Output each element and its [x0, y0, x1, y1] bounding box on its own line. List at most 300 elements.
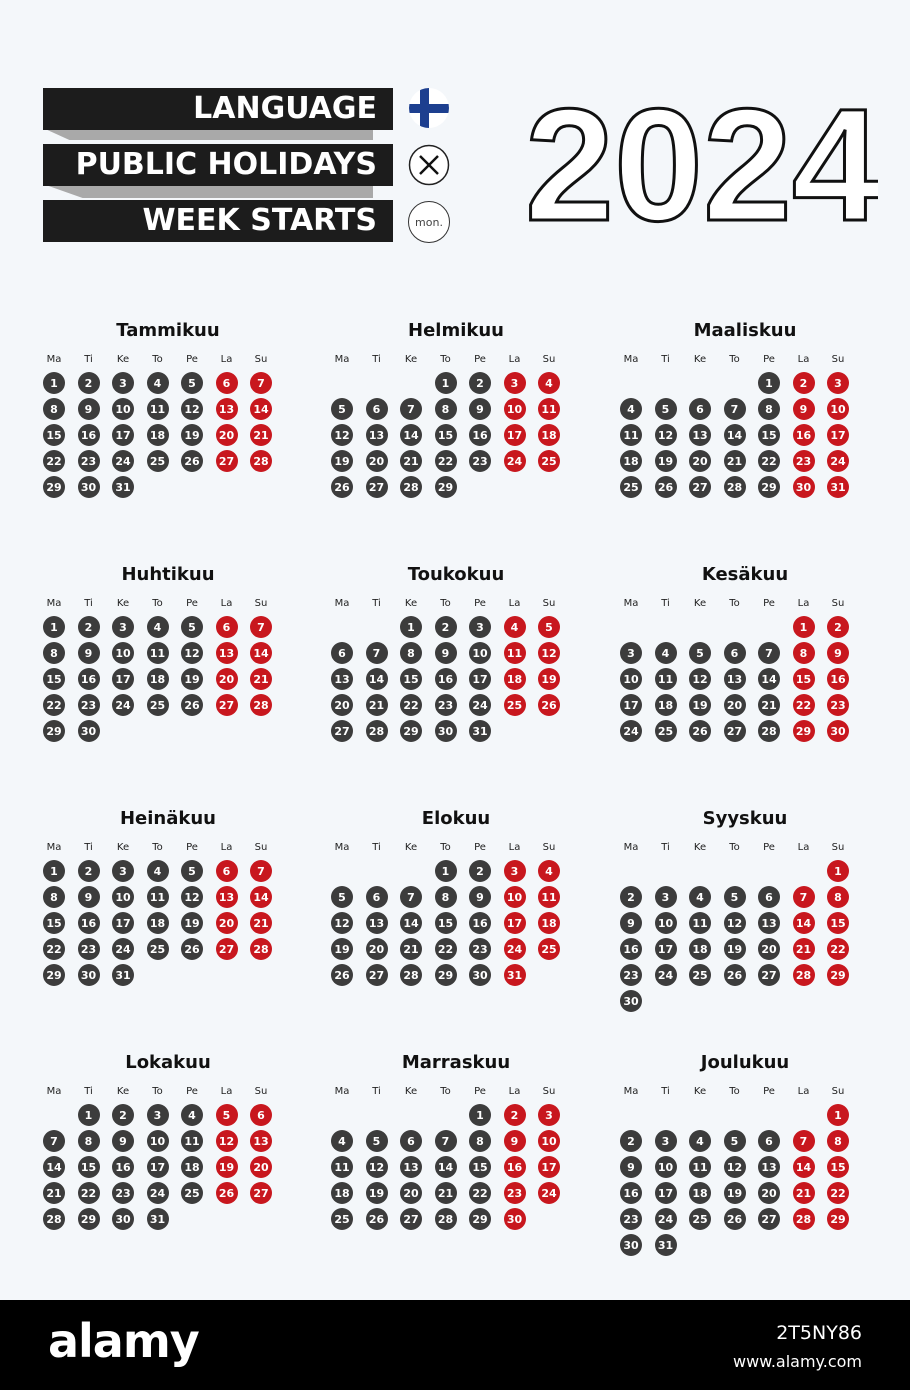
day-cell: 26 [724, 964, 746, 986]
day-cell: 10 [112, 398, 134, 420]
day-cell: 8 [435, 398, 457, 420]
weekday-label: Pe [763, 598, 775, 609]
day-cell: 25 [655, 720, 677, 742]
month-title: Joulukuu [700, 1052, 790, 1073]
day-cell: 12 [331, 424, 353, 446]
day-cell: 25 [689, 1208, 711, 1230]
day-cell: 26 [538, 694, 560, 716]
day-cell: 22 [827, 1182, 849, 1204]
day-cell: 18 [538, 424, 560, 446]
day-cell: 3 [147, 1104, 169, 1126]
weekday-label: La [220, 842, 233, 853]
day-cell: 20 [758, 938, 780, 960]
day-cell: 23 [793, 450, 815, 472]
day-cell: 16 [620, 938, 642, 960]
watermark-footer [0, 1300, 910, 1390]
day-cell: 14 [435, 1156, 457, 1178]
day-cell: 29 [758, 476, 780, 498]
day-cell: 12 [655, 424, 677, 446]
weekday-label: Ke [693, 1086, 707, 1097]
day-cell: 1 [758, 372, 780, 394]
weekday-label: Ma [334, 1086, 350, 1097]
day-cell: 30 [620, 990, 642, 1012]
day-cell: 19 [538, 668, 560, 690]
day-cell: 25 [504, 694, 526, 716]
day-cell: 3 [112, 616, 134, 638]
day-cell: 18 [147, 668, 169, 690]
day-cell: 16 [78, 668, 100, 690]
day-cell: 5 [689, 642, 711, 664]
day-cell: 5 [216, 1104, 238, 1126]
day-cell: 18 [147, 912, 169, 934]
day-cell: 4 [181, 1104, 203, 1126]
day-cell: 4 [147, 860, 169, 882]
day-cell: 12 [724, 1156, 746, 1178]
day-cell: 16 [78, 912, 100, 934]
day-cell: 9 [827, 642, 849, 664]
month-title: Kesäkuu [701, 564, 789, 585]
day-cell: 28 [793, 964, 815, 986]
day-cell: 14 [793, 1156, 815, 1178]
weekday-label: To [440, 842, 451, 853]
day-cell: 25 [538, 450, 560, 472]
day-cell: 2 [793, 372, 815, 394]
day-cell: 13 [689, 424, 711, 446]
day-cell: 9 [469, 886, 491, 908]
day-cell: 13 [724, 668, 746, 690]
day-cell: 31 [504, 964, 526, 986]
weekday-label: Pe [763, 842, 775, 853]
day-cell: 2 [78, 616, 100, 638]
day-cell: 17 [147, 1156, 169, 1178]
day-cell: 27 [216, 938, 238, 960]
day-cell: 13 [331, 668, 353, 690]
day-cell: 31 [469, 720, 491, 742]
day-cell: 1 [435, 860, 457, 882]
weekday-label: Pe [474, 1086, 486, 1097]
day-cell: 15 [43, 424, 65, 446]
weekday-label: Ma [334, 354, 350, 365]
weekday-label: Ti [661, 1086, 670, 1097]
day-cell: 29 [827, 1208, 849, 1230]
day-cell: 31 [112, 964, 134, 986]
weekday-label: Ke [404, 1086, 418, 1097]
day-cell: 18 [689, 938, 711, 960]
day-cell: 14 [43, 1156, 65, 1178]
day-cell: 9 [620, 1156, 642, 1178]
year-text: 2024 [528, 92, 878, 242]
day-cell: 2 [469, 860, 491, 882]
weekday-label: To [440, 354, 451, 365]
day-cell: 26 [216, 1182, 238, 1204]
week-starts-label: WEEK STARTS [43, 200, 393, 242]
day-cell: 26 [181, 938, 203, 960]
day-cell: 10 [112, 886, 134, 908]
day-cell: 30 [469, 964, 491, 986]
day-cell: 10 [655, 912, 677, 934]
day-cell: 15 [43, 668, 65, 690]
weekday-label: Su [831, 354, 845, 365]
day-cell: 16 [435, 668, 457, 690]
day-cell: 24 [112, 450, 134, 472]
day-cell: 11 [147, 642, 169, 664]
day-cell: 16 [112, 1156, 134, 1178]
day-cell: 8 [43, 398, 65, 420]
day-cell: 19 [655, 450, 677, 472]
day-cell: 13 [216, 886, 238, 908]
day-cell: 30 [793, 476, 815, 498]
day-cell: 5 [331, 398, 353, 420]
month-title: Lokakuu [125, 1052, 211, 1073]
day-cell: 4 [331, 1130, 353, 1152]
weekday-label: Pe [763, 354, 775, 365]
day-cell: 13 [216, 642, 238, 664]
day-cell: 26 [724, 1208, 746, 1230]
day-cell: 31 [147, 1208, 169, 1230]
day-cell: 28 [43, 1208, 65, 1230]
day-cell: 13 [216, 398, 238, 420]
day-cell: 19 [181, 424, 203, 446]
weekday-label: La [508, 842, 521, 853]
weekday-label: Ti [84, 842, 93, 853]
public-holidays-label: PUBLIC HOLIDAYS [43, 144, 393, 186]
day-cell: 16 [620, 1182, 642, 1204]
day-cell: 9 [620, 912, 642, 934]
day-cell: 15 [400, 668, 422, 690]
day-cell: 21 [43, 1182, 65, 1204]
day-cell: 8 [758, 398, 780, 420]
weekday-label: Pe [186, 598, 198, 609]
day-cell: 12 [216, 1130, 238, 1152]
day-cell: 28 [250, 694, 272, 716]
day-cell: 14 [250, 398, 272, 420]
day-cell: 13 [758, 912, 780, 934]
day-cell: 15 [78, 1156, 100, 1178]
day-cell: 5 [724, 1130, 746, 1152]
day-cell: 21 [793, 1182, 815, 1204]
weekday-label: Su [542, 1086, 556, 1097]
weekday-label: Pe [186, 354, 198, 365]
day-cell: 11 [504, 642, 526, 664]
day-cell: 3 [827, 372, 849, 394]
day-cell: 19 [724, 1182, 746, 1204]
day-cell: 15 [43, 912, 65, 934]
day-cell: 17 [112, 668, 134, 690]
month-title: Heinäkuu [119, 808, 216, 829]
day-cell: 8 [43, 642, 65, 664]
day-cell: 27 [331, 720, 353, 742]
day-cell: 6 [216, 372, 238, 394]
day-cell: 24 [469, 694, 491, 716]
day-cell: 3 [112, 860, 134, 882]
weekday-label: Su [542, 598, 556, 609]
day-cell: 14 [724, 424, 746, 446]
weekday-label: Pe [186, 1086, 198, 1097]
day-cell: 22 [758, 450, 780, 472]
day-cell: 8 [400, 642, 422, 664]
day-cell: 30 [78, 964, 100, 986]
day-cell: 30 [435, 720, 457, 742]
month-title: Tammikuu [116, 320, 220, 341]
day-cell: 18 [181, 1156, 203, 1178]
day-cell: 24 [655, 1208, 677, 1230]
day-cell: 5 [181, 616, 203, 638]
weekday-label: To [440, 598, 451, 609]
month-title: Huhtikuu [121, 564, 215, 585]
day-cell: 17 [112, 912, 134, 934]
day-cell: 28 [250, 450, 272, 472]
day-cell: 10 [147, 1130, 169, 1152]
weekday-label: Ke [693, 842, 707, 853]
day-cell: 20 [400, 1182, 422, 1204]
weekday-label: Pe [474, 354, 486, 365]
day-cell: 31 [112, 476, 134, 498]
day-cell: 10 [620, 668, 642, 690]
weekday-label: Su [542, 842, 556, 853]
day-cell: 19 [181, 912, 203, 934]
day-cell: 4 [147, 616, 169, 638]
day-cell: 14 [400, 424, 422, 446]
day-cell: 1 [827, 1104, 849, 1126]
weekday-label: Ti [84, 598, 93, 609]
day-cell: 20 [724, 694, 746, 716]
day-cell: 8 [793, 642, 815, 664]
weekday-label: Ke [116, 598, 130, 609]
day-cell: 2 [78, 860, 100, 882]
day-cell: 3 [504, 372, 526, 394]
day-cell: 11 [655, 668, 677, 690]
day-cell: 4 [538, 372, 560, 394]
day-cell: 14 [758, 668, 780, 690]
day-cell: 24 [655, 964, 677, 986]
day-cell: 9 [78, 642, 100, 664]
weekday-label: To [729, 598, 740, 609]
day-cell: 29 [469, 1208, 491, 1230]
day-cell: 21 [758, 694, 780, 716]
day-cell: 15 [435, 912, 457, 934]
day-cell: 27 [216, 694, 238, 716]
day-cell: 24 [827, 450, 849, 472]
day-cell: 28 [793, 1208, 815, 1230]
day-cell: 4 [689, 886, 711, 908]
day-cell: 13 [400, 1156, 422, 1178]
weekday-label: Su [831, 842, 845, 853]
weekday-label: To [152, 354, 163, 365]
weekday-label: La [508, 598, 521, 609]
weekday-label: Ti [372, 598, 381, 609]
day-cell: 27 [400, 1208, 422, 1230]
day-cell: 12 [689, 668, 711, 690]
day-cell: 30 [827, 720, 849, 742]
day-cell: 7 [793, 886, 815, 908]
day-cell: 23 [78, 450, 100, 472]
day-cell: 15 [793, 668, 815, 690]
weekday-label: Ma [46, 354, 62, 365]
day-cell: 7 [793, 1130, 815, 1152]
day-cell: 23 [469, 938, 491, 960]
day-cell: 17 [504, 424, 526, 446]
day-cell: 7 [435, 1130, 457, 1152]
day-cell: 18 [538, 912, 560, 934]
day-cell: 1 [78, 1104, 100, 1126]
day-cell: 14 [400, 912, 422, 934]
day-cell: 21 [250, 668, 272, 690]
day-cell: 27 [689, 476, 711, 498]
month-title: Maaliskuu [693, 320, 797, 341]
day-cell: 6 [758, 886, 780, 908]
day-cell: 21 [793, 938, 815, 960]
day-cell: 8 [43, 886, 65, 908]
day-cell: 18 [504, 668, 526, 690]
day-cell: 29 [400, 720, 422, 742]
day-cell: 3 [504, 860, 526, 882]
day-cell: 29 [435, 476, 457, 498]
day-cell: 6 [331, 642, 353, 664]
language-label: LANGUAGE [43, 88, 393, 130]
weekday-label: La [220, 1086, 233, 1097]
day-cell: 5 [366, 1130, 388, 1152]
day-cell: 5 [181, 372, 203, 394]
day-cell: 18 [147, 424, 169, 446]
day-cell: 20 [216, 424, 238, 446]
year-title [528, 92, 878, 242]
day-cell: 9 [78, 398, 100, 420]
day-cell: 20 [331, 694, 353, 716]
day-cell: 29 [793, 720, 815, 742]
day-cell: 11 [538, 398, 560, 420]
day-cell: 27 [216, 450, 238, 472]
day-cell: 16 [78, 424, 100, 446]
day-cell: 25 [147, 450, 169, 472]
weekday-label: Ma [623, 598, 639, 609]
day-cell: 12 [366, 1156, 388, 1178]
weekday-label: Pe [186, 842, 198, 853]
weekday-label: Su [542, 354, 556, 365]
day-cell: 19 [331, 450, 353, 472]
day-cell: 7 [400, 886, 422, 908]
day-cell: 24 [112, 938, 134, 960]
weekday-label: Pe [474, 842, 486, 853]
weekday-label: Ke [116, 1086, 130, 1097]
weekday-label: Ma [623, 1086, 639, 1097]
weekday-label: Ti [84, 1086, 93, 1097]
day-cell: 28 [758, 720, 780, 742]
day-cell: 3 [655, 1130, 677, 1152]
weekday-label: Su [831, 598, 845, 609]
day-cell: 6 [758, 1130, 780, 1152]
day-cell: 28 [400, 476, 422, 498]
day-cell: 6 [366, 886, 388, 908]
day-cell: 29 [827, 964, 849, 986]
day-cell: 3 [469, 616, 491, 638]
day-cell: 4 [620, 398, 642, 420]
day-cell: 11 [689, 1156, 711, 1178]
day-cell: 31 [827, 476, 849, 498]
weekday-label: Ti [84, 354, 93, 365]
day-cell: 24 [147, 1182, 169, 1204]
day-cell: 16 [827, 668, 849, 690]
weekday-label: Pe [474, 598, 486, 609]
day-cell: 4 [689, 1130, 711, 1152]
day-cell: 27 [758, 964, 780, 986]
day-cell: 15 [827, 1156, 849, 1178]
day-cell: 30 [504, 1208, 526, 1230]
day-cell: 17 [655, 1182, 677, 1204]
day-cell: 22 [435, 450, 457, 472]
weekday-label: Ma [334, 598, 350, 609]
calendar-header [0, 0, 910, 300]
day-cell: 29 [43, 720, 65, 742]
day-cell: 20 [216, 912, 238, 934]
day-cell: 21 [250, 424, 272, 446]
day-cell: 10 [538, 1130, 560, 1152]
day-cell: 15 [469, 1156, 491, 1178]
day-cell: 21 [400, 450, 422, 472]
day-cell: 14 [250, 886, 272, 908]
day-cell: 27 [366, 476, 388, 498]
day-cell: 17 [655, 938, 677, 960]
weekday-label: Su [254, 354, 268, 365]
day-cell: 8 [78, 1130, 100, 1152]
day-cell: 20 [689, 450, 711, 472]
day-cell: 15 [758, 424, 780, 446]
weekday-label: Su [254, 598, 268, 609]
day-cell: 12 [538, 642, 560, 664]
day-cell: 17 [112, 424, 134, 446]
day-cell: 23 [78, 938, 100, 960]
image-id: 2T5NY86 [776, 1322, 862, 1344]
day-cell: 3 [620, 642, 642, 664]
day-cell: 3 [655, 886, 677, 908]
day-cell: 12 [331, 912, 353, 934]
day-cell: 10 [655, 1156, 677, 1178]
day-cell: 9 [504, 1130, 526, 1152]
day-cell: 9 [469, 398, 491, 420]
weekday-label: La [508, 354, 521, 365]
day-cell: 9 [112, 1130, 134, 1152]
day-cell: 1 [827, 860, 849, 882]
day-cell: 16 [793, 424, 815, 446]
weekday-label: Su [254, 1086, 268, 1097]
weekday-label: To [152, 598, 163, 609]
day-cell: 11 [331, 1156, 353, 1178]
day-cell: 26 [181, 450, 203, 472]
day-cell: 5 [331, 886, 353, 908]
weekday-label: To [729, 842, 740, 853]
day-cell: 20 [758, 1182, 780, 1204]
day-cell: 9 [435, 642, 457, 664]
day-cell: 11 [147, 398, 169, 420]
weekday-label: Ke [693, 598, 707, 609]
day-cell: 8 [827, 886, 849, 908]
day-cell: 15 [827, 912, 849, 934]
weekday-label: Ma [623, 354, 639, 365]
day-cell: 12 [181, 642, 203, 664]
day-cell: 25 [147, 938, 169, 960]
day-cell: 10 [827, 398, 849, 420]
day-cell: 2 [112, 1104, 134, 1126]
weekday-label: Ma [46, 1086, 62, 1097]
day-cell: 4 [655, 642, 677, 664]
day-cell: 22 [78, 1182, 100, 1204]
day-cell: 16 [469, 424, 491, 446]
day-cell: 30 [620, 1234, 642, 1256]
day-cell: 12 [181, 886, 203, 908]
weekday-label: Ke [404, 598, 418, 609]
day-cell: 30 [78, 720, 100, 742]
month-title: Toukokuu [407, 564, 505, 585]
weekday-label: Ti [372, 354, 381, 365]
